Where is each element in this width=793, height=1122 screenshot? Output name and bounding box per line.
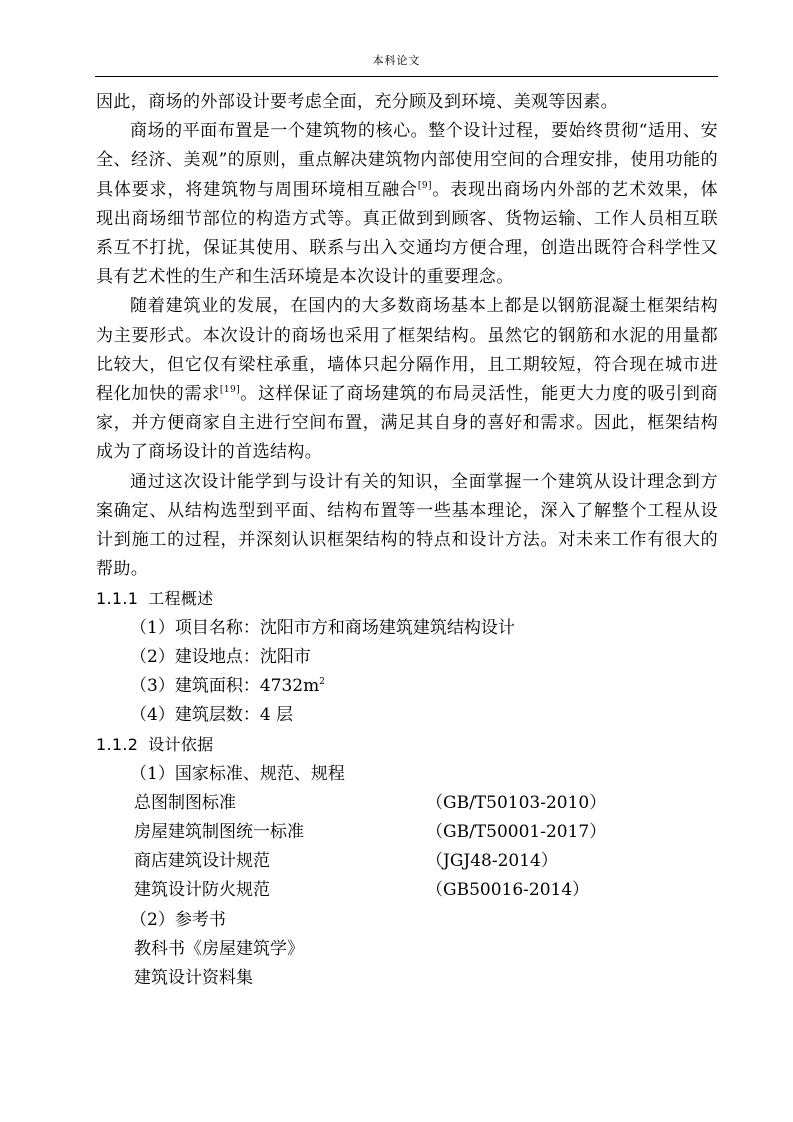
standard-name: 总图制图标准: [134, 792, 236, 813]
paragraph: 通过这次设计能学到与设计有关的知识，全面掌握一个建筑从设计理念到方案确定、从结构选型到平面、结构布置等一些基本理论，深入了解整个工程从设计到施工的过程，并深刻认识框架结构的特点和设计方法。对未来工作有很大的帮助。: [96, 471, 718, 580]
section-number: 1.1.2: [96, 735, 139, 755]
section-heading: [96, 584, 718, 613]
citation-ref: [9]: [417, 180, 432, 191]
standard-row: [96, 876, 718, 905]
paragraph-text: 。这样保证了商场建筑的布局灵活性，能更大力度的吸引到商家，并方便商家自主进行空间布置，满足其自身的喜好和需求。因此，框架结构成为了商场设计的首选结构。: [96, 384, 718, 463]
standard-name: 建筑设计防火规范: [134, 880, 270, 901]
standard-name: 商店建筑设计规范: [134, 851, 270, 872]
document-body: [96, 88, 718, 993]
area-unit-superscript: 2: [319, 677, 325, 688]
book-item: 建筑设计资料集: [134, 968, 253, 989]
subsection-label: （1）国家标准、规范、规程: [130, 763, 345, 784]
paragraph-text: 随着建筑业的发展，在国内的大多数商场基本上都是以钢筋混凝土框架结构为主要形式。本次设计的商场也采用了框架结构。虽然它的钢筋和水泥的用量都比较大，但它仅有梁柱承重，墙体只起分隔作用，且工期较短，符合现在城市进程化加快的需求: [96, 296, 718, 405]
list-item-text: （3）建筑面积：4732m: [130, 676, 320, 697]
standard-code: （GB50016-2014）: [426, 880, 590, 901]
standard-name: 房屋建筑制图统一标准: [134, 822, 304, 843]
paragraph: [96, 292, 718, 467]
section-title: 设计依据: [148, 735, 214, 755]
paragraph-text: 商场的平面布置是一个建筑物的核心。整个设计过程，要始终贯彻“适用、安全、经济、美观”的原则，重点解决建筑物内部使用空间的合理安排，使用功能的具体要求，将建筑物与周围环境相互融合: [96, 121, 718, 200]
citation-ref: [19]: [219, 385, 240, 396]
paragraph-text: 。表现出商场内外部的艺术效果，体现出商场细节部位的构造方式等。真正做到到顾客、货物运输、工作人员相互联系互不打扰，保证其使用、联系与出入交通均方便合理，创造出既符合科学性又具有艺术性的生产和生活环境是本次设计的重要理念。: [96, 179, 718, 288]
list-item: （2）建设地点：沈阳市: [130, 646, 311, 667]
section-title: 工程概述: [148, 589, 214, 609]
list-item: （1）项目名称：沈阳市方和商场建筑建筑结构设计: [130, 617, 515, 638]
standard-row: [96, 789, 718, 818]
list-item: [96, 672, 718, 701]
standard-code: （GB/T50103-2010）: [426, 792, 607, 813]
book-item: 教科书《房屋建筑学》: [134, 938, 304, 959]
paragraph: [96, 117, 718, 292]
list-item: （4）建筑层数：4 层: [130, 705, 294, 726]
standard-code: （GB/T50001-2017）: [426, 822, 607, 843]
page-header-title: 本科论文: [372, 54, 421, 67]
standard-code: （JGJ48-2014）: [426, 851, 558, 872]
header-rule: [95, 76, 718, 77]
standard-row: [96, 818, 718, 847]
section-heading: [96, 730, 718, 759]
subsection-label: （2）参考书: [130, 909, 226, 930]
section-number: 1.1.1: [96, 589, 139, 609]
standard-row: [96, 847, 718, 876]
paragraph: 因此，商场的外部设计要考虑全面，充分顾及到环境、美观等因素。: [96, 92, 618, 112]
